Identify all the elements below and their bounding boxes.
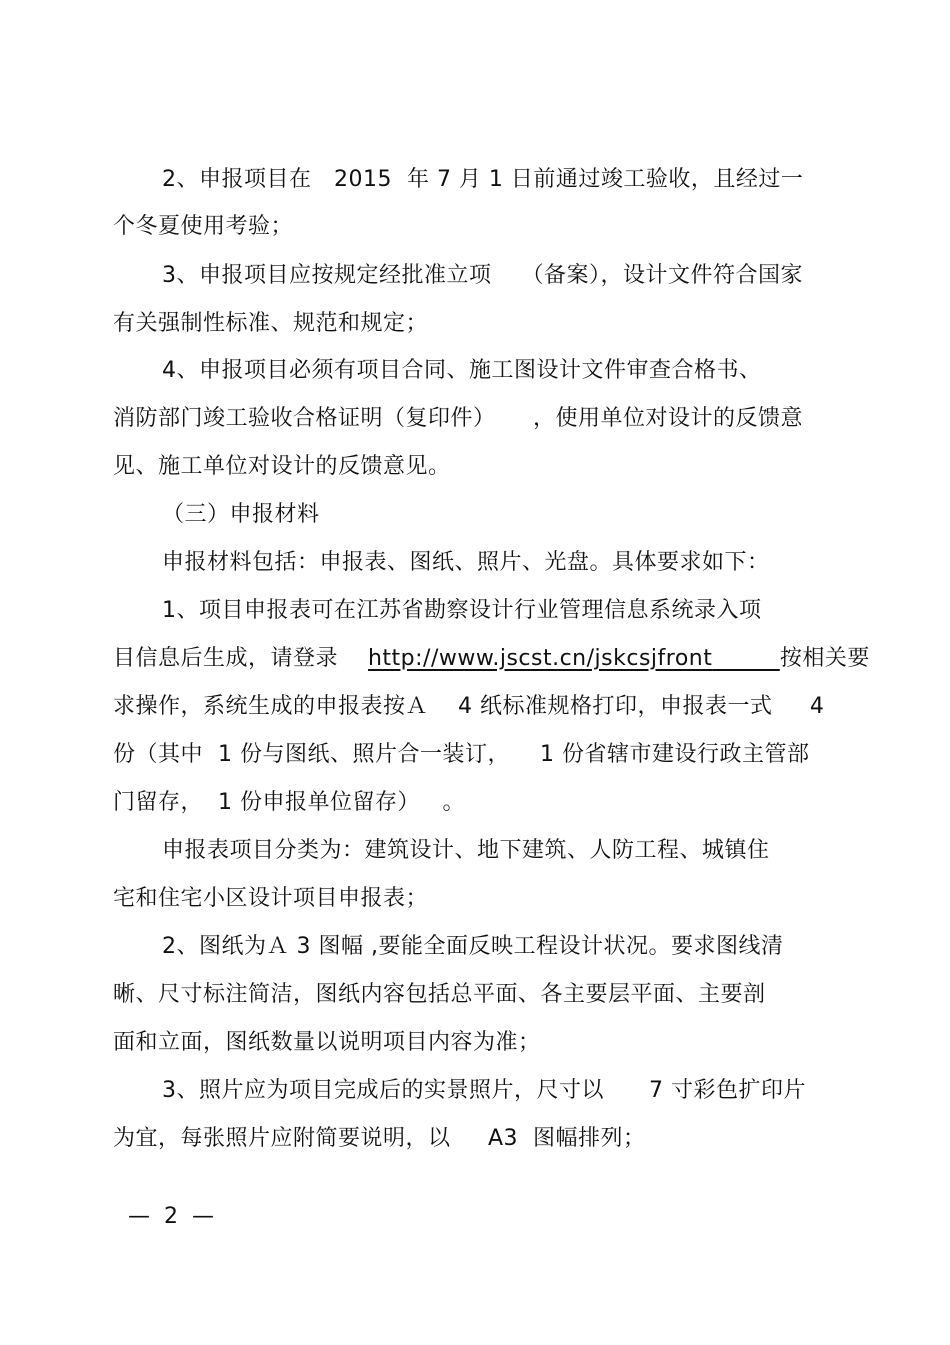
paragraph-line-7: 见、施工单位对设计的反馈意见。 bbox=[113, 454, 451, 479]
paragraph-line-link bbox=[113, 644, 870, 674]
paragraph-line-9: 申报材料包括：申报表、图纸、照片、光盘。具体要求如下： bbox=[162, 550, 770, 575]
paragraph-line-6: 消防部门竣工验收合格证明（复印件） ，使用单位对设计的反馈意 bbox=[113, 406, 803, 431]
paragraph-line-21: 为宜，每张照片应附简要说明，以 A3 图幅排列； bbox=[113, 1126, 646, 1151]
link-prefix-text: 目信息后生成，请登录 bbox=[113, 646, 368, 671]
paragraph-line-18: 晰、尺寸标注简洁，图纸内容包括总平面、各主要层平面、主要剖 bbox=[113, 982, 766, 1007]
paragraph-line-4: 有关强制性标准、规范和规定； bbox=[113, 311, 429, 336]
paragraph-line-2: 个冬夏使用考验； bbox=[113, 214, 294, 239]
paragraph-line-3: 3、申报项目应按规定经批准立项 （备案），设计文件符合国家 bbox=[162, 263, 803, 288]
website-link-underline-padding bbox=[712, 646, 779, 671]
section-heading: （三）申报材料 bbox=[162, 502, 320, 527]
paragraph-line-5: 4、申报项目必须有项目合同、施工图设计文件审查合格书、 bbox=[162, 358, 762, 383]
link-suffix-text: 按相关要 bbox=[779, 646, 870, 671]
paragraph-line-13: 份（其中 1 份与图纸、照片合一装订， 1 份省辖市建设行政主管部 bbox=[113, 742, 810, 767]
paragraph-line-20: 3、照片应为项目完成后的实景照片，尺寸以 7 寸彩色扩印片 bbox=[162, 1078, 806, 1103]
paragraph-line-14: 门留存， 1 份申报单位留存） 。 bbox=[113, 790, 465, 815]
paragraph-line-16: 宅和住宅小区设计项目申报表； bbox=[113, 886, 429, 911]
page-number: — 2 — bbox=[128, 1204, 214, 1229]
paragraph-line-15: 申报表项目分类为：建筑设计、地下建筑、人防工程、城镇住 bbox=[162, 838, 770, 863]
paragraph-line-12: 求操作，系统生成的申报表按Ａ 4 纸标准规格打印，申报表一式 4 bbox=[113, 694, 825, 719]
paragraph-line-10: 1、项目申报表可在江苏省勘察设计行业管理信息系统录入项 bbox=[162, 598, 762, 623]
paragraph-line-17: 2、图纸为Ａ 3 图幅 ,要能全面反映工程设计状况。要求图线清 bbox=[162, 934, 784, 959]
paragraph-line-19: 面和立面，图纸数量以说明项目内容为准； bbox=[113, 1030, 541, 1055]
paragraph-line-1: 2、申报项目在 2015 年 7 月 1 日前通过竣工验收，且经过一 bbox=[162, 167, 804, 192]
website-link[interactable]: http://www.jscst.cn/jskcsjfront bbox=[367, 646, 713, 671]
